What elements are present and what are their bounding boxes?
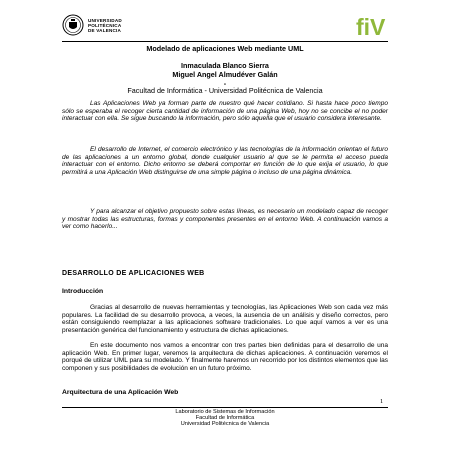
footer-line: Facultad de Informática bbox=[195, 415, 255, 422]
abstract-paragraph: Y para alcanzar el objetivo propuesto sobre estas líneas, es necesario un modelado capaz de recoger y mostrar todas las estructuras, formas y componentes presentes en el entorno Web. A continuación vamos a ver como hacerlo... bbox=[62, 208, 388, 231]
body-paragraph: En este documento nos vamos a encontrar con tres partes bien definidas para el desarrollo de una aplicación Web. En primer lugar, veremos la arquitectura de dichas aplicaciones. A continuación veremos el porqué de utilizar UML para su modelado. Y finalmente haremos un recorrido por los distintos elementos que las componen y sus posibilidades de evolución en un futuro próximo. bbox=[62, 342, 388, 372]
author-separator: - bbox=[223, 79, 227, 88]
author-name: Inmaculada Blanco Sierra bbox=[181, 61, 269, 70]
fiv-logo-icon bbox=[356, 14, 386, 38]
footer-line: Laboratorio de Sistemas de Información bbox=[175, 409, 275, 415]
university-name-line: POLITÉCNICA bbox=[88, 22, 122, 28]
fiv-logo-text: fiV bbox=[356, 14, 386, 38]
university-name-line: UNIVERSIDAD bbox=[88, 17, 122, 23]
paper-title: Modelado de aplicaciones Web mediante UML bbox=[146, 44, 304, 53]
abstract-paragraph: El desarrollo de Internet, el comercio electrónico y las tecnologías de la información orientan el futuro de las aplicaciones a un entorno global, donde cualquier usuario al que se le permita el acceso pueda interactuar con el entorno. Dicho entorno se deberá comportar en función de lo que exija el usuario, lo que permitirá a una Aplicación Web distinguirse de una simple página o incluso de una página dinámica. bbox=[62, 146, 388, 176]
footer-divider bbox=[62, 407, 388, 408]
section-heading: DESARROLLO DE APLICACIONES WEB bbox=[62, 270, 205, 277]
header-divider bbox=[62, 41, 388, 42]
page-number: 1 bbox=[380, 398, 384, 405]
abstract-paragraph: Las Aplicaciones Web ya forman parte de nuestro qué hacer cotidiano. Si hasta hace poco tiempo sólo se esperaba el recoger cierta cantidad de información de una página Web, hoy no se concibe el no poder interactuar con ella. Se sigue buscando la información, pero sólo aquella que el usuario considera interesante. bbox=[62, 100, 388, 123]
author-name: Miguel Angel Almudéver Galán bbox=[172, 69, 278, 79]
university-seal-icon bbox=[62, 14, 84, 36]
university-name bbox=[88, 18, 122, 33]
footer-line: Universidad Politécnica de Valencia bbox=[180, 421, 270, 428]
university-logo bbox=[62, 14, 122, 36]
subsection-heading-intro: Introducción bbox=[62, 288, 104, 295]
footer bbox=[62, 409, 388, 428]
subsection-heading-architecture: Arquitectura de una Aplicación Web bbox=[62, 389, 179, 396]
university-name-line: DE VALENCIA bbox=[88, 27, 121, 33]
author-list bbox=[62, 62, 388, 79]
body-paragraph: Gracias al desarrollo de nuevas herramientas y tecnologías, las Aplicaciones Web son cada vez más populares. La facilidad de su desarrollo provoca, a veces, la ausencia de un análisis y diseño correctos, pero están consiguiendo reemplazar a las aplicaciones software tradicionales. Lo que aquí vamos a ver es una presentación genérica del funcionamiento y estructura de dichas aplicaciones. bbox=[62, 304, 388, 334]
affiliation: Facultad de Informática - Universidad Politécnica de Valencia bbox=[127, 86, 323, 95]
